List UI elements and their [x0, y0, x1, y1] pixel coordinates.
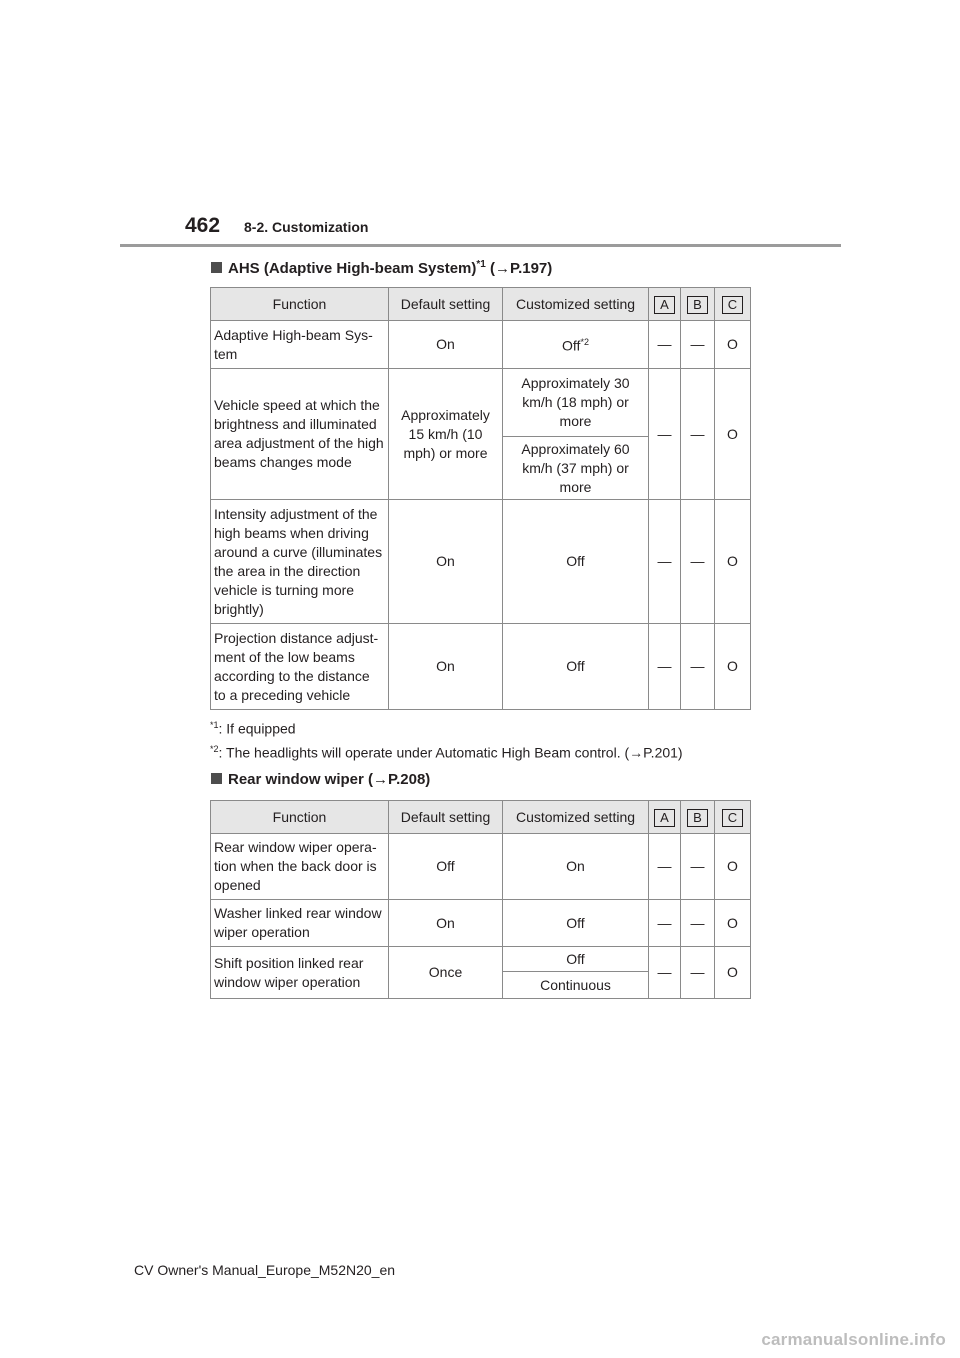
cell-default: On — [389, 321, 503, 369]
cell-custom-option-2: Continuous — [503, 972, 649, 999]
cell-default: Approximately 15 km/h (10 mph) or more — [389, 369, 503, 500]
footnote-1: $^{*1}$: If equipped — [210, 720, 296, 737]
cell-custom-option-1: Off — [503, 947, 649, 972]
cell-c: O — [715, 369, 751, 500]
col-custom: Customized setting — [503, 288, 649, 321]
cell-c: O — [715, 834, 751, 900]
cell-c: O — [715, 500, 751, 624]
letter-c-icon: C — [722, 809, 743, 827]
cell-function: Washer linked rear window wiper operation — [211, 900, 389, 947]
cell-custom: Off$^{*2}$ — [503, 321, 649, 369]
cell-default: Once — [389, 947, 503, 999]
cell-a: — — [649, 500, 681, 624]
cell-custom: Off — [503, 500, 649, 624]
rear-wiper-settings-table — [210, 800, 751, 999]
watermark: carmanualsonline.info — [761, 1330, 946, 1349]
cell-a: — — [649, 624, 681, 710]
letter-a-icon: A — [654, 809, 675, 827]
cell-custom-option-2: Approximately 60 km/h (37 mph) or more — [503, 437, 649, 500]
cell-a: — — [649, 369, 681, 500]
col-c — [715, 801, 751, 834]
cell-default: On — [389, 500, 503, 624]
cell-function: Shift position linked rear window wiper operation — [211, 947, 389, 999]
cell-c: O — [715, 900, 751, 947]
cell-b: — — [681, 369, 715, 500]
chapter-title: 8-2. Customization — [244, 219, 369, 235]
table-header-row — [211, 801, 751, 834]
table-row — [211, 624, 751, 710]
cell-function: Vehicle speed at which the brightness and illuminated area adjustment of the high beams changes mode — [211, 369, 389, 500]
col-b — [681, 801, 715, 834]
cell-b: — — [681, 321, 715, 369]
ahs-settings-table — [210, 287, 751, 710]
cell-b: — — [681, 900, 715, 947]
col-function: Function — [211, 288, 389, 321]
section-bullet-icon — [211, 262, 222, 273]
cell-a: — — [649, 947, 681, 999]
cell-c: O — [715, 947, 751, 999]
cell-default: Off — [389, 834, 503, 900]
table-row — [211, 321, 751, 369]
cell-function: Intensity adjustment of the high beams when driving around a curve (illuminates the area in the direction vehicle is turning more brightly) — [211, 500, 389, 624]
header-divider — [120, 244, 841, 247]
cell-b: — — [681, 624, 715, 710]
col-custom: Customized setting — [503, 801, 649, 834]
footer-text: CV Owner's Manual_Europe_M52N20_en — [134, 1262, 396, 1278]
cell-custom: Off — [503, 624, 649, 710]
cell-c: O — [715, 321, 751, 369]
cell-c: O — [715, 624, 751, 710]
table-row — [211, 369, 751, 437]
col-function: Function — [211, 801, 389, 834]
table-row — [211, 947, 751, 972]
section-bullet-icon — [211, 773, 222, 784]
col-a — [649, 801, 681, 834]
page-number: 462 — [185, 214, 221, 237]
letter-b-icon: B — [687, 296, 708, 314]
col-a — [649, 288, 681, 321]
cell-a: — — [649, 900, 681, 947]
cell-function: Projection distance adjust-ment of the low beams according to the distance to a preceding vehicle — [211, 624, 389, 710]
col-b — [681, 288, 715, 321]
table-row — [211, 834, 751, 900]
cell-b: — — [681, 500, 715, 624]
col-default: Default setting — [389, 288, 503, 321]
table-row — [211, 900, 751, 947]
table-header-row — [211, 288, 751, 321]
cell-b: — — [681, 947, 715, 999]
col-default: Default setting — [389, 801, 503, 834]
cell-a: — — [649, 321, 681, 369]
cell-function: Rear window wiper opera-tion when the back door is opened — [211, 834, 389, 900]
letter-b-icon: B — [687, 809, 708, 827]
cell-a: — — [649, 834, 681, 900]
section-title-rear-wiper: Rear window wiper (→P.208) — [211, 771, 430, 788]
cell-custom: On — [503, 834, 649, 900]
footnote-2: $^{*2}$: The headlights will operate under Automatic High Beam control. (→P.201) — [210, 744, 683, 761]
cell-default: On — [389, 900, 503, 947]
cell-custom-option-1: Approximately 30 km/h (18 mph) or more — [503, 369, 649, 437]
col-c — [715, 288, 751, 321]
table-row — [211, 500, 751, 624]
cell-default: On — [389, 624, 503, 710]
cell-custom: Off — [503, 900, 649, 947]
section-title-ahs: AHS (Adaptive High-beam System)$^{*1}$ (→P.197) — [211, 259, 552, 277]
cell-b: — — [681, 834, 715, 900]
letter-c-icon: C — [722, 296, 743, 314]
letter-a-icon: A — [654, 296, 675, 314]
cell-function: Adaptive High-beam Sys-tem — [211, 321, 389, 369]
